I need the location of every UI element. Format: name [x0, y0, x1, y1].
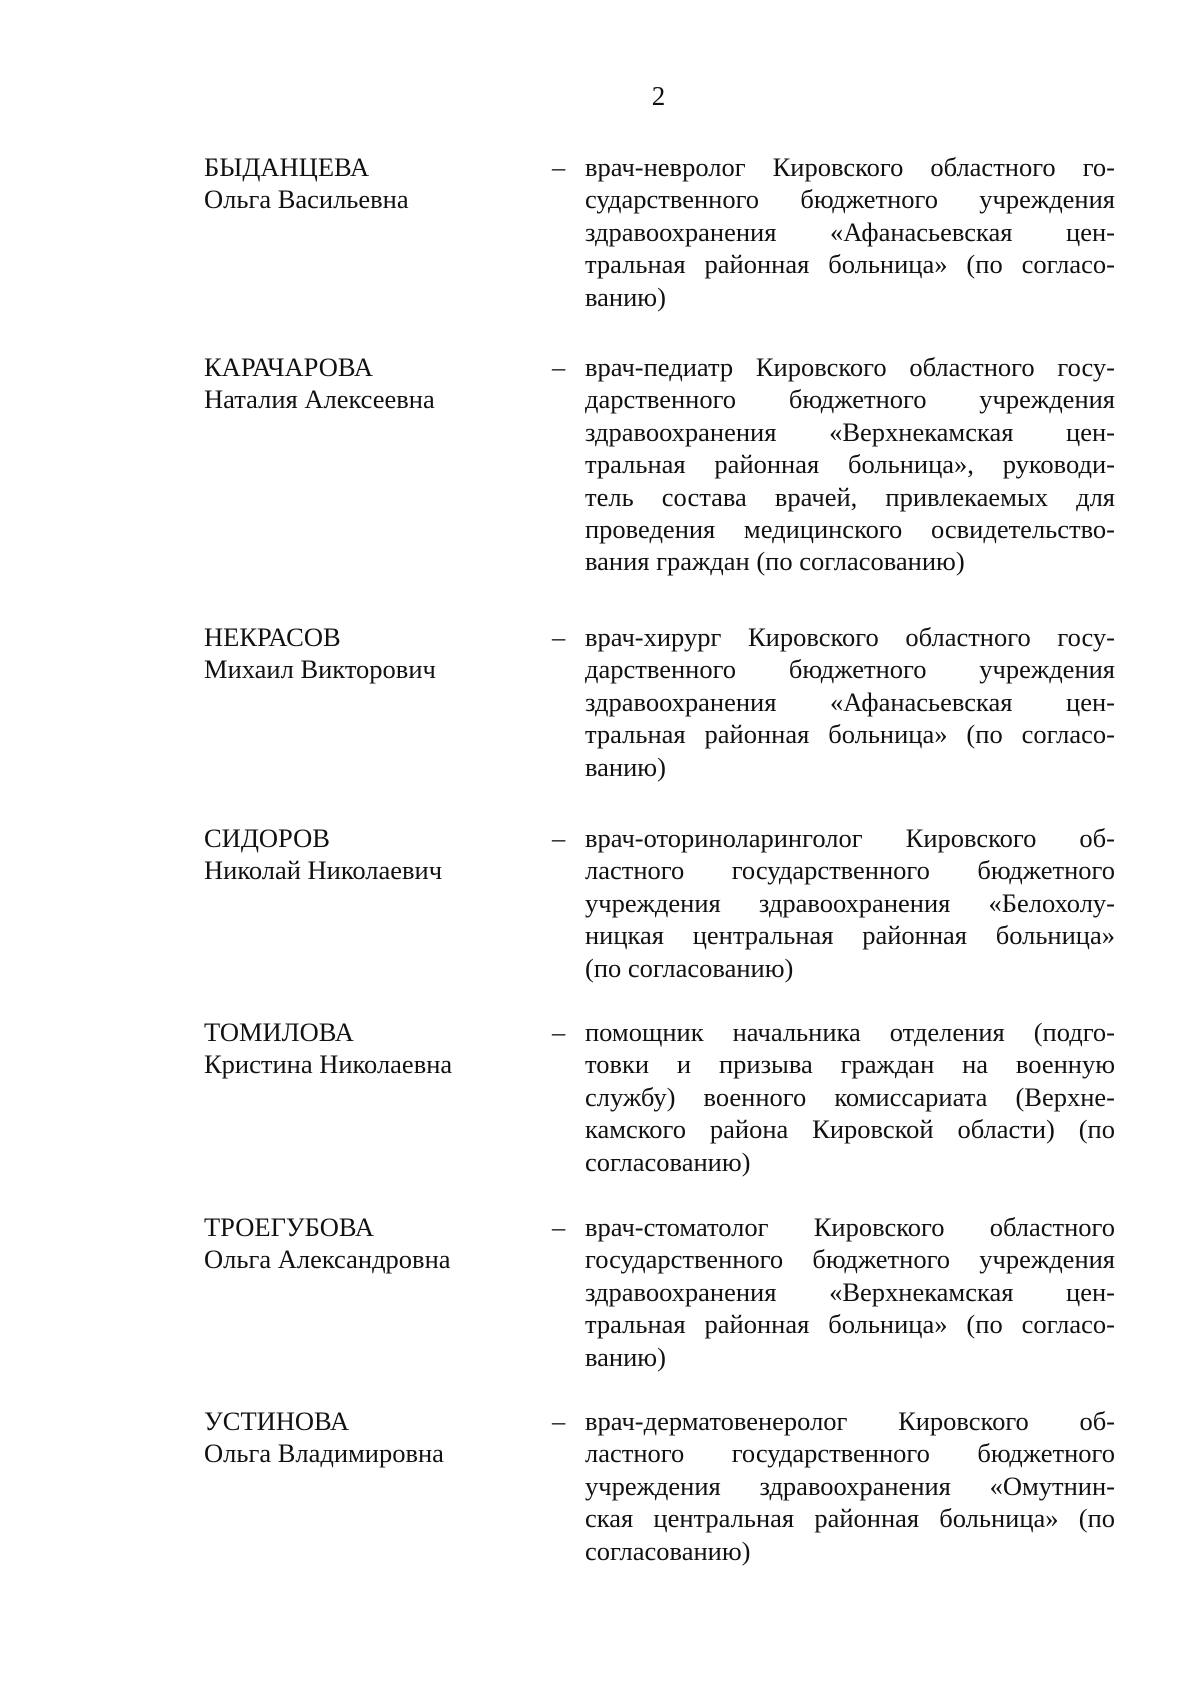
dash-separator: – — [552, 1406, 566, 1436]
role-line: врач-стоматолог Кировского областного — [585, 1212, 1115, 1242]
role-line: ластного государственного бюджетного — [585, 855, 1115, 886]
dash-separator: – — [552, 152, 566, 182]
dash-separator: – — [552, 1212, 566, 1242]
role-line: ванию) — [585, 751, 666, 782]
member-surname: ТРОЕГУБОВА — [204, 1212, 374, 1242]
member-name — [204, 1016, 534, 1080]
member-surname: ТОМИЛОВА — [204, 1017, 354, 1047]
member-surname: НЕКРАСОВ — [204, 622, 341, 652]
member-name — [204, 151, 534, 215]
role-line: врач-хирург Кировского областного госу- — [585, 622, 1115, 652]
member-surname: СИДОРОВ — [204, 823, 330, 853]
member-role — [585, 351, 1115, 578]
member-name — [204, 1211, 534, 1275]
role-line: тель состава врачей, привлекаемых для — [585, 481, 1115, 512]
member-given-names: Николай Николаевич — [204, 855, 443, 885]
role-line: тральная районная больница» (по согласо- — [585, 1309, 1115, 1340]
role-line: согласованию) — [585, 1535, 751, 1566]
dash-separator: – — [552, 352, 566, 382]
role-line: дарственного бюджетного учреждения — [585, 384, 1115, 415]
role-line: здравоохранения «Верхнекамская цен- — [585, 416, 1115, 447]
member-surname: УСТИНОВА — [204, 1406, 350, 1436]
dash-separator: – — [552, 622, 566, 652]
role-line: учреждения здравоохранения «Белохолу- — [585, 887, 1115, 918]
role-line: врач-оториноларинголог Кировского об- — [585, 823, 1115, 853]
role-line: службу) военного комиссариата (Верхне- — [585, 1081, 1115, 1112]
dash-separator: – — [552, 823, 566, 853]
dash-separator: – — [552, 1017, 566, 1047]
member-name — [204, 621, 534, 685]
role-line: здравоохранения «Афанасьевская цен- — [585, 216, 1115, 247]
role-line: ская центральная районная больница» (по — [585, 1503, 1115, 1534]
member-role — [585, 1016, 1115, 1178]
member-surname: КАРАЧАРОВА — [204, 352, 373, 382]
role-line: согласованию) — [585, 1146, 751, 1177]
role-line: учреждения здравоохранения «Омутнин- — [585, 1470, 1115, 1501]
role-line: ванию) — [585, 281, 666, 312]
role-line: сударственного бюджетного учреждения — [585, 184, 1115, 215]
role-line: здравоохранения «Верхнекамская цен- — [585, 1276, 1115, 1307]
role-line: вания граждан (по согласованию) — [585, 546, 965, 577]
role-line: тральная районная больница», руководи- — [585, 449, 1115, 480]
role-line: ницкая центральная районная больница» — [585, 920, 1115, 951]
member-name — [204, 822, 534, 886]
role-line: здравоохранения «Афанасьевская цен- — [585, 686, 1115, 717]
role-line: государственного бюджетного учреждения — [585, 1244, 1115, 1275]
role-line: тральная районная больница» (по согласо- — [585, 249, 1115, 280]
member-surname: БЫДАНЦЕВА — [204, 152, 370, 182]
member-given-names: Ольга Александровна — [204, 1244, 451, 1274]
member-given-names: Ольга Васильевна — [204, 184, 409, 214]
member-given-names: Михаил Викторович — [204, 654, 436, 684]
role-line: врач-дерматовенеролог Кировского об- — [585, 1406, 1115, 1436]
member-name — [204, 1405, 534, 1469]
member-given-names: Ольга Владимировна — [204, 1438, 444, 1468]
member-name — [204, 351, 534, 415]
role-line: камского района Кировской области) (по — [585, 1114, 1115, 1145]
role-line: ластного государственного бюджетного — [585, 1438, 1115, 1469]
role-line: врач-педиатр Кировского областного госу- — [585, 352, 1115, 382]
page-number: 2 — [651, 81, 666, 111]
role-line: товки и призыва граждан на военную — [585, 1049, 1115, 1080]
role-line: врач-невролог Кировского областного го- — [585, 152, 1115, 182]
member-role — [585, 1405, 1115, 1567]
member-role — [585, 621, 1115, 783]
member-given-names: Наталия Алексеевна — [204, 384, 435, 414]
role-line: тральная районная больница» (по согласо- — [585, 719, 1115, 750]
member-role — [585, 151, 1115, 313]
role-line: помощник начальника отделения (подго- — [585, 1017, 1115, 1047]
role-line: ванию) — [585, 1341, 666, 1372]
member-role — [585, 1211, 1115, 1373]
role-line: (по согласованию) — [585, 952, 794, 983]
role-line: дарственного бюджетного учреждения — [585, 654, 1115, 685]
role-line: проведения медицинского освидетельство- — [585, 514, 1115, 545]
member-given-names: Кристина Николаевна — [204, 1049, 453, 1079]
member-role — [585, 822, 1115, 984]
